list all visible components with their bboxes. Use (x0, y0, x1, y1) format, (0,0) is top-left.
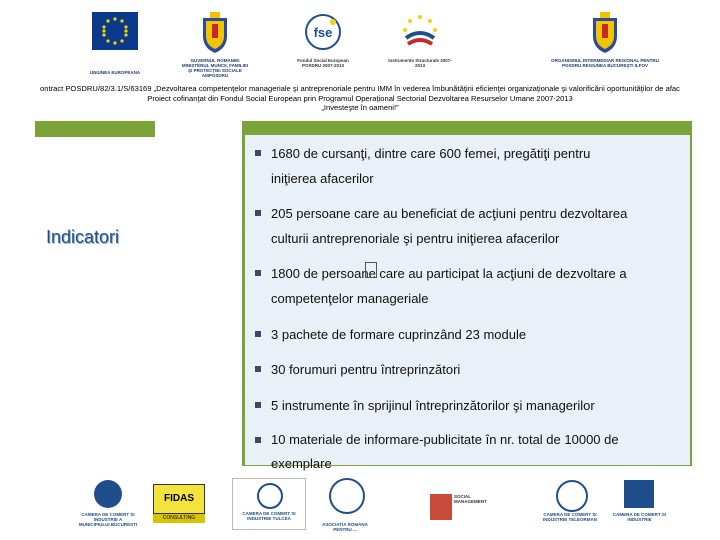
emblem-icon (624, 480, 654, 508)
partner-logo-social (430, 488, 490, 528)
indicator-text-cont: exemplare (271, 456, 332, 471)
emblem-icon (556, 480, 588, 512)
fse-caption: Fondul Social European POSDRU 2007-2013 (297, 58, 349, 68)
partner-caption: SOCIAL MANAGEMENT (454, 494, 487, 504)
fse-logo (288, 10, 358, 80)
emblem-icon (94, 480, 122, 508)
structural-caption: Instrumente Structurale 2007-2013 (388, 58, 452, 68)
indicator-text: 1800 de persoane care au participat la acţiuni de dezvoltare a (271, 266, 627, 281)
project-cofinance-line: Proiect cofinanţat din Fondul Social European prin Programul Operaţional Sectorial Dezvoltarea Resurselor Umane 2007-2013 (147, 93, 573, 103)
partner-logo-cci-tulcea (232, 478, 306, 530)
indicator-text: 1680 de cursanţi, dintre care 600 femei, pregătiţi pentru (271, 146, 591, 161)
indicator-item (255, 429, 685, 475)
indicator-text: 3 pachete de formare cuprinzând 23 module (271, 327, 527, 342)
ministry-logo (180, 10, 250, 80)
indicator-text-cont: competenţelor manageriale (271, 291, 429, 306)
bullet-square-icon (255, 437, 261, 443)
fse-brand-icon (303, 12, 343, 57)
partner-caption: CAMERA DE COMERT SI INDUSTRIE (612, 512, 667, 522)
partner-caption: ASOCIATIA ROMANA PENTRU ... (322, 522, 368, 532)
partner-logo-association (315, 478, 375, 536)
svg-text:fse: fse (313, 25, 333, 40)
structural-instruments-logo (385, 10, 455, 80)
section-title: Indicatori (46, 227, 120, 247)
indicator-text: 10 materiale de informare-publicitate în nr. total de 10000 de (271, 432, 619, 447)
eu-caption: UNIUNEA EUROPEANA (89, 70, 141, 75)
partner-logo-fidas (153, 484, 205, 529)
oiposdru-caption: ORGANISMUL INTERMEDIAR REGIONAL PENTRU POSDRU REGIUNEA BUCUREŞTI ILFOV (551, 58, 659, 68)
fidas-sub: CONSULTING (153, 514, 205, 523)
bullet-square-icon (255, 331, 261, 337)
partner-caption: CAMERA DE COMERT SI INDUSTRIE TULCEA (242, 511, 296, 521)
eu-flag-icon (92, 12, 138, 50)
project-header (0, 84, 720, 113)
project-slogan: „Investeşte în oameni!” (321, 103, 399, 112)
indicator-item (255, 262, 685, 310)
ministry-caption: GUVERNUL ROMANIEI MINISTERUL MUNCII, FAMILIEI ŞI PROTECŢIEI SOCIALE AMPOSDRU (181, 58, 249, 78)
emblem-icon (329, 478, 365, 514)
indicator-item (255, 358, 685, 381)
indicator-text: 205 persoane care au beneficiat de acţiuni pentru dezvoltarea (271, 206, 628, 221)
bullet-square-icon (255, 270, 261, 276)
oiposdru-logo (550, 10, 660, 80)
indicator-text: 30 forumuri pentru întreprinzători (271, 362, 461, 377)
fidas-box: FIDAS (153, 484, 205, 514)
partner-caption: CAMERA DE COMERT SI INDUSTRIE A MUNICIPIULUI BUCURESTI (78, 512, 138, 527)
partner-caption: CAMERA DE COMERT SI INDUSTRIE TELEORMAN (543, 512, 597, 522)
indicator-text-cont: iniţierea afacerilor (271, 171, 374, 186)
text-cursor-marker (365, 262, 377, 278)
structural-star-icon (400, 12, 440, 57)
bullet-square-icon (255, 150, 261, 156)
indicator-item (255, 142, 685, 190)
indicator-item (255, 202, 685, 250)
bullet-square-icon (255, 210, 261, 216)
bullet-square-icon (255, 366, 261, 372)
partner-logo-cci (612, 480, 667, 530)
indicator-text-cont: culturii antreprenoriale şi pentru iniţierea afacerilor (271, 231, 560, 246)
left-accent-band (35, 121, 155, 137)
indicator-item (255, 323, 685, 346)
partner-logo-ccib (78, 480, 138, 535)
indicator-text: 5 instrumente în sprijinul întreprinzătorilor şi managerilor (271, 398, 595, 413)
coat-of-arms-icon (200, 12, 230, 59)
bullet-square-icon (255, 402, 261, 408)
project-contract-line: ontract POSDRU/82/3.1/S/63169 „Dezvoltarea competenţelor manageriale şi antreprenoriale pentru IMM în vederea îmbunătăţirii eficienţei organizaţionale şi valorificării oportunităţilor de afac (40, 84, 680, 93)
coat-of-arms-icon (590, 12, 620, 59)
eu-logo (80, 10, 150, 75)
emblem-icon (257, 483, 283, 509)
indicator-item (255, 394, 685, 417)
building-icon (430, 494, 452, 520)
partner-logo-cci-teleorman (540, 480, 600, 535)
